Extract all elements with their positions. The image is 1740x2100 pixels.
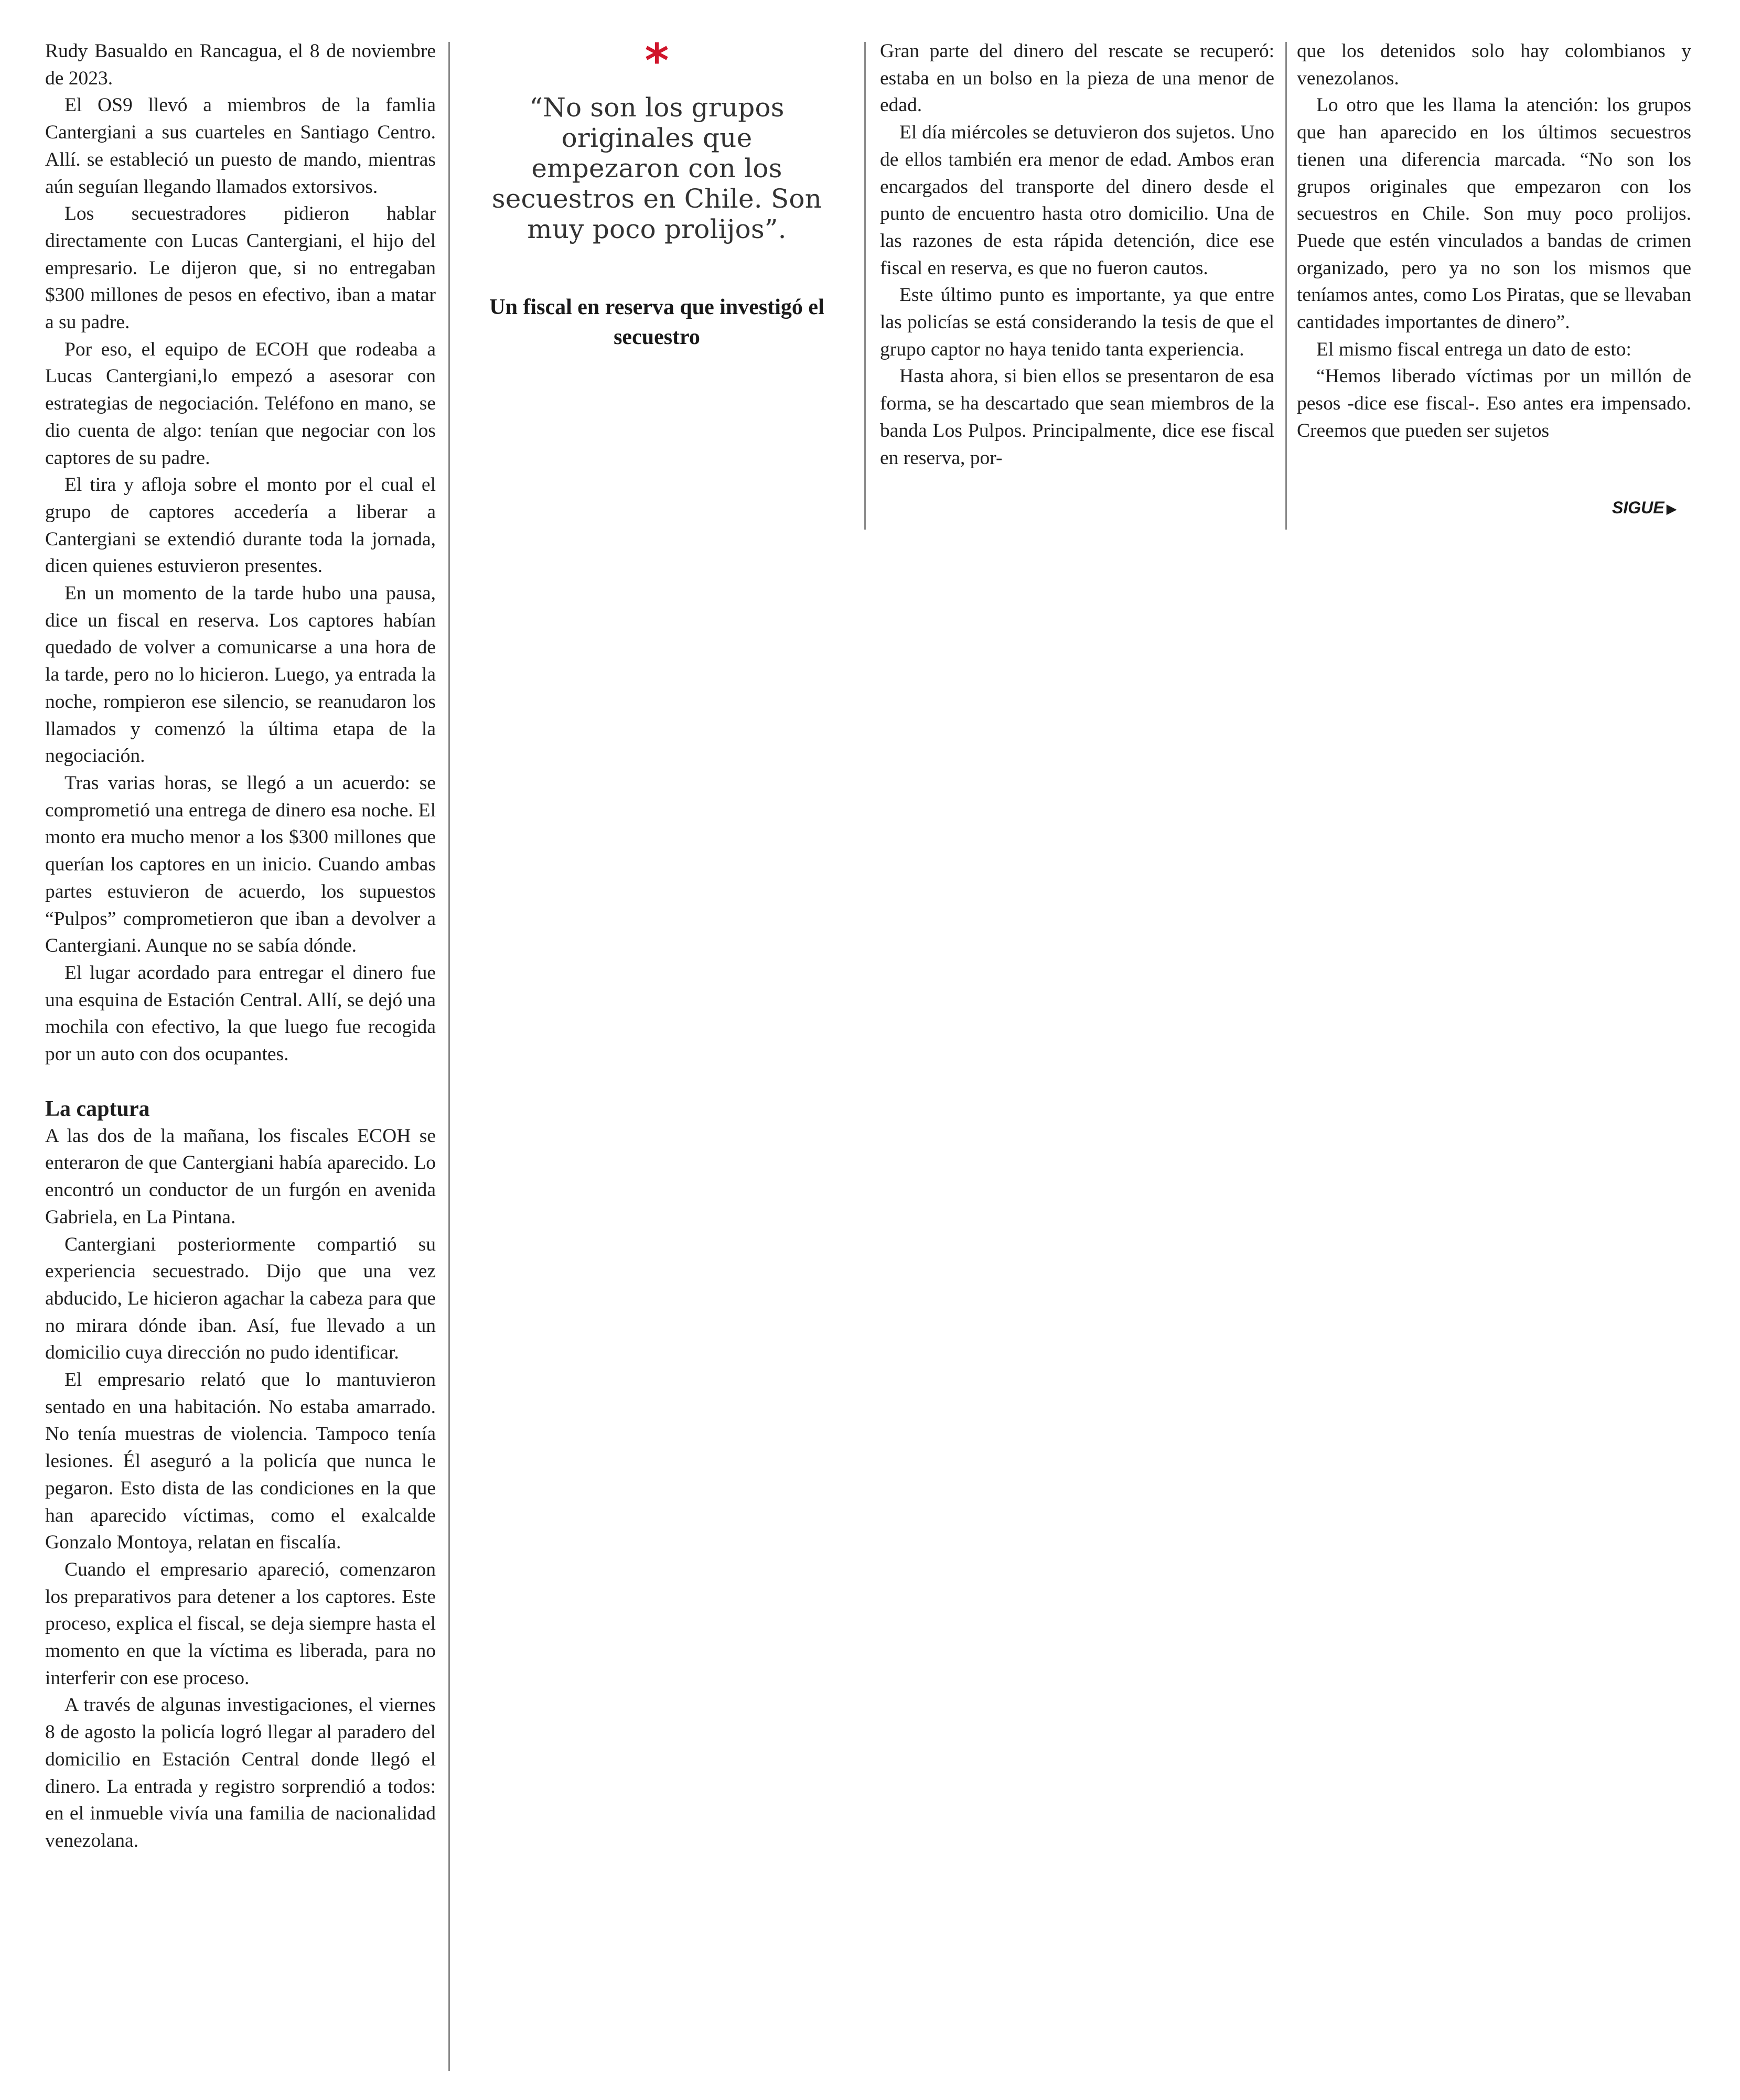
paragraph: El empresario relató que lo mantuvieron sentado en una habitación. No estaba amarrado. No tenía muestras de violencia. Tampoco tenía lesiones. Él aseguró a la policía que nunca le pegaron. Esto dista de las condiciones en la que han aparecido víctimas, como el exalcalde Gonzalo Montoya, relatan en fiscalía. [45, 1369, 436, 1554]
article-column-1 [45, 38, 436, 1855]
paragraph: Gran parte del dinero del rescate se recuperó: estaba en un bolso en la pieza de una menor de edad. [880, 40, 1274, 116]
paragraph: El tira y afloja sobre el monto por el cual el grupo de captores accedería a liberar a Cantergiani se extendió durante toda la jornada, dicen quienes estuvieron presentes. [45, 474, 436, 577]
play-arrow-icon: ▶ [1666, 501, 1677, 516]
column-divider [1285, 42, 1287, 530]
paragraph: A las dos de la mañana, los fiscales ECOH se enteraron de que Cantergiani había aparecido. Lo encontró un conductor de un furgón en avenida Gabriela, en La Pintana. [45, 1125, 436, 1228]
paragraph: que los detenidos solo hay colombianos y venezolanos. [1297, 40, 1691, 89]
paragraph: Este último punto es importante, ya que entre las policías se está considerando la tesis de que el grupo captor no haya tenido tanta experiencia. [880, 284, 1274, 360]
article-column-3 [880, 38, 1274, 471]
paragraph: El OS9 llevó a miembros de la famlia Cantergiani a sus cuarteles en Santiago Centro. Allí. se estableció un puesto de mando, mientras aún seguían llegando llamados extorsivos. [45, 94, 436, 198]
paragraph: Cuando el empresario apareció, comenzaron los preparativos para detener a los captores. Este proceso, explica el fiscal, se deja siempre hasta el momento en que la víctima es liberada, para no interferir con ese proceso. [45, 1558, 436, 1689]
pull-quote-box [485, 34, 829, 352]
section-subhead: La captura [45, 1096, 150, 1121]
paragraph: Cantergiani posteriormente compartió su experiencia secuestrado. Dijo que una vez abducido, Le hicieron agachar la cabeza para que no mirara dónde iban. Así, fue llevado a un domicilio cuya dirección no pudo identificar. [45, 1233, 436, 1364]
paragraph: “Hemos liberado víctimas por un millón de pesos -dice ese fiscal-. Eso antes era impensado. Creemos que pueden ser sujetos [1297, 365, 1691, 441]
paragraph: El lugar acordado para entregar el dinero fue una esquina de Estación Central. Allí, se dejó una mochila con efectivo, la que luego fue recogida por un auto con dos ocupantes. [45, 962, 436, 1065]
column-divider [448, 42, 450, 2071]
asterisk-icon: * [645, 34, 669, 88]
paragraph: Por eso, el equipo de ECOH que rodeaba a Lucas Cantergiani,lo empezó a asesorar con estrategias de negociación. Teléfono en mano, se dio cuenta de algo: tenían que negociar con los captores de su padre. [45, 338, 436, 469]
paragraph: El día miércoles se detuvieron dos sujetos. Uno de ellos también era menor de edad. Ambos eran encargados del transporte del dinero desde el punto de encuentro hasta otro domicilio. Una de las razones de esta rápida detención, dice ese fiscal en reserva, es que no fueron cautos. [880, 122, 1274, 279]
article-column-4 [1297, 38, 1691, 445]
paragraph: En un momento de la tarde hubo una pausa, dice un fiscal en reserva. Los captores habían quedado de volver a comunicarse a una hora de la tarde, pero no lo hicieron. Luego, ya entrada la noche, rompieron ese silencio, se reanudaron los llamados y comenzó la última etapa de la negociación. [45, 583, 436, 767]
continue-label: SIGUE [1612, 498, 1664, 517]
paragraph: A través de algunas investigaciones, el viernes 8 de agosto la policía logró llegar al paradero del domicilio en Estación Central donde llegó el dinero. La entrada y registro sorprendió a todos: en el inmueble vivía una familia de nacionalidad venezolana. [45, 1694, 436, 1851]
paragraph: El mismo fiscal entrega un dato de esto: [1316, 338, 1631, 360]
paragraph: Lo otro que les llama la atención: los grupos que han aparecido en los últimos secuestros tienen una diferencia marcada. “No son los grupos originales que empezaron con los secuestros en Chile. Son muy poco prolijos. Puede que estén vinculados a bandas de crimen organizado, pero ya no son los mismos que teníamos antes, como Los Piratas, que se llevaban cantidades importantes de dinero”. [1297, 94, 1691, 333]
continue-marker [1612, 497, 1677, 519]
paragraph: Hasta ahora, si bien ellos se presentaron de esa forma, se ha descartado que sean miembros de la banda Los Pulpos. Principalmente, dice ese fiscal en reserva, por- [880, 365, 1274, 469]
pull-quote-attribution: Un fiscal en reserva que investigó el secuestro [489, 295, 824, 349]
paragraph: Los secuestradores pidieron hablar directamente con Lucas Cantergiani, el hijo del empresario. Le dijeron que, si no entregaban $300 millones de pesos en efectivo, iban a matar a su padre. [45, 203, 436, 333]
pull-quote-text: “No son los grupos originales que empezaron con los secuestros en Chile. Son muy poco prolijos”. [491, 92, 822, 244]
column-divider [864, 42, 866, 530]
paragraph: Rudy Basualdo en Rancagua, el 8 de noviembre de 2023. [45, 40, 436, 89]
paragraph: Tras varias horas, se llegó a un acuerdo: se comprometió una entrega de dinero esa noche. El monto era mucho menor a los $300 millones que querían los captores en un inicio. Cuando ambas partes estuvieron de acuerdo, los supuestos “Pulpos” comprometieron que iban a devolver a Cantergiani. Aunque no se sabía dónde. [45, 772, 436, 957]
